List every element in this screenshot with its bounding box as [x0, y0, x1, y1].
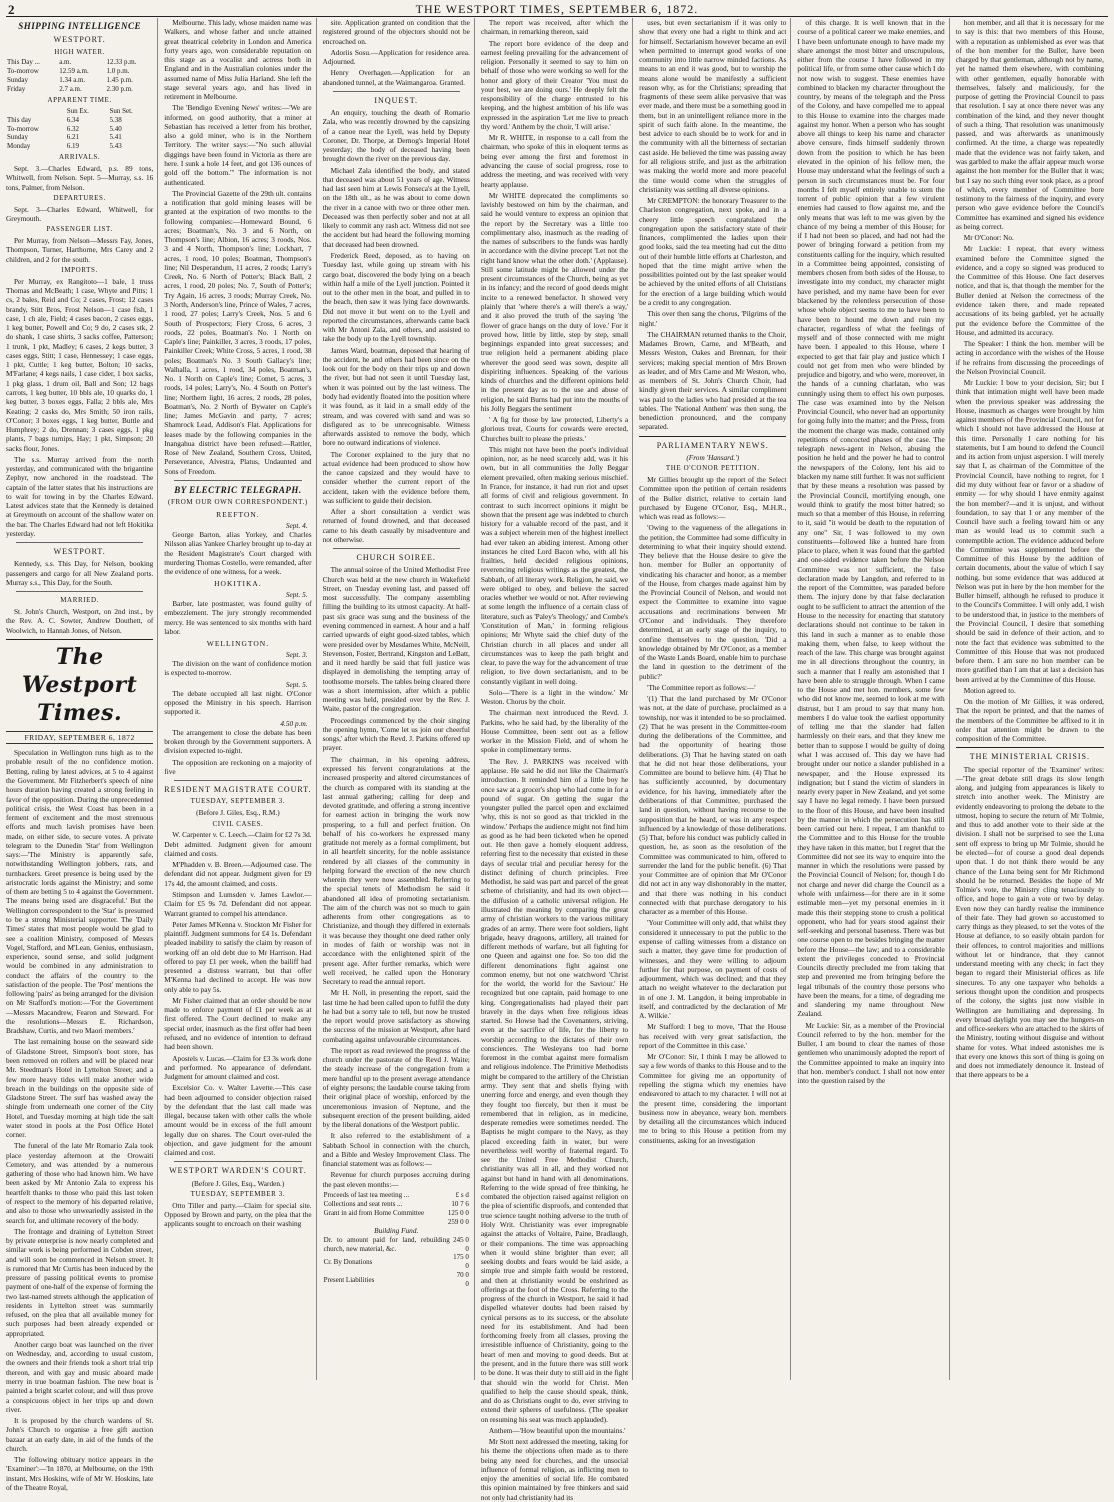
paragraph: 'The Committee report as follows:—' [647, 682, 756, 692]
table-cell: 10 7 6 [451, 1199, 469, 1208]
married-heading: MARRIED. [60, 596, 100, 605]
oconor-speech [797, 18, 944, 1086]
paragraph: Mr Luckie: I repeat, that every witness examined before the Committee signed the evidence, and a copy so signed was produced to the Committee of this House. One fact deserves notice, and that is, that though the member for the Buller denied at Nelson the correctness of the evidence taken there, and made repeated accusations of its being garbled, yet he actually put the evidence before the Committee of the House, and admitted its accuracy. [955, 244, 1104, 337]
paragraph: An enquiry, touching the death of Romario Zala, who was recently drowned by the capsizing of a canoe near the Lyell, was held by Deputy Coroner, Dr. Thorpe, at Dernog's Imperial Hotel yesterday; the body of deceased having been brought down the river on the previous day. [322, 108, 470, 164]
table-cell: Proceeds of last tea meeting ... [323, 1190, 410, 1199]
table-cell: To-morrow [7, 67, 39, 76]
divider [333, 548, 460, 549]
paragraph: Proceedings commenced by the choir singing the opening hymn, 'Come let us join our cheerful songs,' after which the Revd. J. Parkins offered up prayer. [322, 715, 470, 753]
paragraph: Mr Fisher claimed that an order should be now made to enforce payment of £1 per week as at first offered. The Court declined to make any special order, inasmuch as the first offer had been refused, and no evidence of intention to defraud had been shown. [164, 995, 312, 1052]
table-cell: Sunday [7, 76, 28, 85]
paragraph: The Provincial Gazette of the 29th ult. contains a notification that gold mining leases will be granted at the expiration of two months to the following companies:—Homeward Bound, 6 acres; Boatman's, No. 3 and 6 North, on Thompson's line; Albion, 16 acres; 3 roods, Nos. 3 and 4 North, Thompson's line; Lockhart, 7 acres, 1 rood, 10 poles; Boatman, Thompson's line; Nil Desperandum, 11 acres, 2 roods; Larry's Creek, No. 6 North of Potter's; Black Ball, 2 acres, 1 rood, 20 poles; No. 7, South of Potter's; Try Again, 16 acres, 3 roods; Murray Creek, No. 3 North, Anderson's line, Prince of Wales, 7 acres, 1 rood, 27 poles; Larry's Creek, Nos. 5 and 6 South of Prospectors; Fiery Cross, 6 acres, 3 roods, 22 poles, Boatman's No. 1 North on Caple's line; Painkiller, 3 acres, 3 roods, 17 poles, Painkiller Creek; White Cross, 5 acres, 1 rood, 38 poles; Boatman's No. 3 South Gallacy's line; Walhalla, 1 acres, 1 rood, 34 poles, Boatman's, No. 1 North on Caple's line; Comet, 5 acres, 3 roods, 14 poles; Larry's, No. 4 South on Potter's line; Northern light, 16 acres, 2 roods, 28 poles, Boatman's, No. 2 North of Bywater on Caple's line; James McGavin and party, 7 acres; Shamrock Lead, Addison's Flat. Applications for leases made by the following companies in the Inangahua district have been refused:—Rattler, Rose of New Zealand, Southern Cross, United, Perseverance, Alvestra, Platus, Undaunted and Sons of Freedom. [164, 188, 312, 476]
rm-court-before: (Before J. Giles, Esq., R.M.) [196, 808, 280, 818]
high-water-table [6, 58, 153, 94]
paragraph: James Ward, boatman, deposed that hearing of the accident, he and others had been since on the look out for the body on their trips up and down the river, but had not seen it until Tuesday last, when it was pointed out by the last witness. The body had evidently floated into the position where it was found, as it laid in a small eddy of the stream, and was covered with sand and was so disfigured as to be unrecognisable. Witness afterwards assisted to remove the body, which bore no outward indications of violence. [322, 345, 470, 448]
warden-text: Otto Tiller and party.—Claim for special site. Opposed by Brown and party, on the plea that the applicants sought to encroach on their washing [164, 1200, 312, 1229]
telegraph-subheading: (FROM OUR OWN CORRESPONDENT.) [168, 498, 308, 507]
divider [174, 1161, 301, 1162]
wellington-date-1: Sept. 3. [285, 649, 308, 659]
column-3 [323, 18, 475, 1380]
divider [333, 91, 460, 92]
wellington-text-3: The arrangement to close the debate has been broken through by the Government supporters. A division expected to-night. [164, 727, 312, 756]
table-cell: Friday [7, 85, 26, 94]
table-cell: 175 0 0 [453, 1253, 469, 1271]
editorial [6, 748, 153, 1492]
wellington-heading: WELLINGTON. [206, 639, 270, 649]
column-6 [797, 18, 949, 1380]
arrivals-text: Sept. 3.—Charles Edward, p.s. 89 tons, Whitwell, from Nelson. Sept. 5—Murray, s.s. 16 tons, Palmer, from Nelson. [6, 164, 154, 192]
luckie-speech [956, 18, 1104, 743]
table-cell: This day [7, 115, 32, 124]
divider [16, 542, 143, 543]
married-text: St. John's Church, Westport, on 2nd inst., by the Rev. A. C. Sowter, Andrew Douthett, of Woolwich, to Hannah Jones, of Nelson. [6, 607, 154, 635]
table-cell: 245 0 0 [453, 1235, 469, 1253]
paragraph: Adoriis Sosu.—Application for residence area. Adjourned. [322, 47, 470, 67]
paragraph: Excelsior Co. v. Walter Lavette.—This case had been adjourned to consider objection raised by the defendant that the last call made was illegal, because taken with other calls the whole amount would be in excess of the full amount legally due on shares. The Court over-ruled the objection, and gave judgment for the amount claimed and cost. [164, 1083, 312, 1158]
soiree-heading: CHURCH SOIREE. [356, 553, 436, 563]
paragraph: Peter James M'Kenna v. Stockton Mr Fisher for plaintiff. Judgment summons for £4 1s. Defendant pleaded inability to satisfy the claim by reason of working off an old debt due to Mr Harrison. Had offered to pay £1 per week, when the bailiff had presented a distress warrant, but that offer M'Kenna had declined to accept. He was now only able to pay 5s. [164, 919, 312, 994]
warden-continued [323, 18, 470, 87]
paragraph: The last remaining house on the seaward side of Gladstone Street, Simpson's boot store, has been removed on rollers and will be placed near Mr. Steedman's Hotel in Lyttelton Street; and a few more heavy tides will make another wide breach in the buildings on the opposite side of Gladstone Street. The surf has washed away the shingle from underneath one corner of the City Hotel, and Tuesday morning at high tide the salt water stood in pools at the Post Office Hotel corner. [6, 1037, 154, 1140]
crisis-paragraphs [956, 765, 1104, 1080]
wellington-text-4: The opposition are reckoning on a majority of five [164, 757, 312, 776]
paragraph: Mr O'Conor: No. [963, 233, 1014, 243]
table-cell: 125 0 0 [447, 1208, 469, 1217]
divider [16, 591, 143, 592]
paragraph: Henry Overhagen.—Application for an abandoned tunnel, at the Waimangaroa. Granted. [322, 68, 470, 87]
table-cell: 1.45 p.m. [106, 76, 133, 85]
table-cell: This Day ... [7, 58, 40, 67]
paragraph: Revenue for church purposes accruing during the past eleven months:— [322, 1170, 470, 1189]
paragraph: 'Your Committee will only add, that whilst they considered it unnecessary to put the public to the expense of calling witnesses from a distance on such a matter, they gave time for production of witnesses, and they were willing to adjourn further for that purpose, on payment of costs of adjournment, which was declined; and that they attach no weight whatever to the declaration put in of one J. M. Langdon, it being improbable in itself, and contradicted by the declaration of Mr A. Wilkie.' [639, 918, 787, 1021]
crisis-heading: THE MINISTERIAL CRISIS. [969, 752, 1090, 762]
reefton-heading: REEFTON. [216, 510, 260, 520]
wellington-text-1: The division on the want of confidence motion is expected to-morrow. [164, 659, 312, 678]
inquest-heading: INQUEST. [374, 95, 419, 105]
table-row [323, 1209, 470, 1218]
paragraph: The chairman, in his opening address, expressed his fervent congratulations at the increased prosperity and altered circumstances of the church as compared with its standing at the last annual gathering; calling for deep and devoted gratitude, and offering a strong incentive for earnest action in bringing the work now prospering, to a full and perfect fruition. On behalf of his co-workers he expressed many gratitude not merely as a formal compliment, but in all heartfelt sincerity, for the noble assistance rendered by all classes of the community in helping forward the erection of the new church wherein they were now assembled. Referring to the special tenets of Methodism he said it abandoned all idea of promoting sectarianism. The aim of the church was not so much to gain adherents from other congregations as to Christianize, and though they differed in externals it was because they thought one deed rather only in modes of faith or worship was not in accordance with the enlightened spirit of the present age. After further remarks, which were well received, he called upon the Honorary Secretary to read the annual report. [322, 754, 470, 987]
paragraph: Speculation in Wellington runs high as to the probable result of the no confidence motion. Betting, ruling by latest advices, at 5 to 4 against the Government. Mr Fitzherbert's speech of nine hours duration having created a strong feeling in favor of the opposition. During the unprecedented political crisis, the West Coast has been in a ferment of excitement and the most strenuous efforts and much lavish promises have been made, on either side, to secure votes. A private telegram to the Dunedin 'Star' from Wellington says:—'The Ministry is apparently safe, notwithstanding Wellington jobbers, rats, and turnbackers. Greet presence is being used by the aristocratic lords against the Ministry; and some of them are betting 5 to 4 against the Government. The means being used are disgraceful.' But the Wellington correspondent to the 'Star' is presumed to be a strong Ministerial supporter. The 'Daily Times' states that most people would be glad to see a coalition Ministry, composed of Messrs Vogel, Stafford, and M'Lean. Genius, enthusiasm, experience, sound sense, and solid judgment would be combined in any administration to conduct the affairs of the country to the satisfaction of the people. The 'Post' mentions the following 'pairs' as being arranged for the division on Mr Stafford's motion:—'For the Government—Messrs Macandrew, Fearon and Steward. For the resolutions—Messrs E. Richardson, Bradshaw, Curtis, and two Maori members.' [6, 748, 154, 1036]
table-cell: 1.34 a.m. [59, 76, 86, 85]
column-2 [164, 18, 316, 1380]
paragraph: The frontage and draining of Lyttelton Street by private enterprise is now nearly completed and similar work is being performed in Cobden street, and will soon be commenced in Nelson street. It is rumored that Mr Curtis has been induced by the pressure of passing political events to promise payment of one-half of the expense of forming the two last-named streets although the application of residents in Lyttelton street was summarily refused, on the plea that all available money for such purposes had been already expended or appropriated. [6, 1226, 154, 1338]
building-fund-table [323, 1236, 470, 1289]
building-fund-heading: Building Fund. [374, 1226, 419, 1236]
page-header [6, 2, 1108, 17]
paragraph: The report was received, after which the chairman, in remarking thereon, said [480, 18, 629, 37]
table-cell: Cr. By Donations [323, 1257, 373, 1266]
paragraph: hon member, and all that it is necessary for me to say is this: that two members of this House, with a reputation as unblemished as ever was that of the hon member for the Buller, have been charged by that gentleman, although not by name, yet he named them elsewhere, with combining with other gentlemen, equally honorable with themselves, falsely and maliciously, for the purpose of getting the Provincial Council to pass that resolution. I say at once there never was any combination of the kind, and they never thought of such a thing. That resolution was unanimously passed, and was afterwards as unanimously confirmed. At the time, a charge was repeatedly made that the evidence was not fairly taken, and was garbled to make the affair appear much worse against the hon member for the Buller that it was; but I say no such thing ever took place, as a proof of which, every member of Committee bore testimony to the fairness of the inquiry, and every person who gave evidence before the Council's Committee has examined and signed his evidence as being correct. [955, 18, 1104, 231]
paragraph: The Coroner explained to the jury that no actual evidence had been produced to show how the canoe capsized and they would have to consider whether the current report of the accident, taken with the evidence before them, was sufficient to guide their decision. [322, 449, 470, 505]
rm-civil-cases: CIVIL CASES. [212, 819, 264, 828]
paragraph: 'Owing to the vagueness of the allegations in the petition, the Committee had some difficulty in determining to what their inquiry should extend. They believe that the House desire to give the hon. member for Buller an opportunity of vindicating his character and honor, as a member of the House, from charges made against him by the Provincial Council of Nelson, and would not expect the Committee to examine into vague accusations and recriminations between Mr O'Conor and individuals. They therefore determined, at an early stage of the inquiry, to confine themselves to the question, 'Did a knowledge obtained by Mr O'Conor, as a member of the Waste Lands Board, enable him to purchase the land in question to the detriment of the public?' [639, 523, 787, 681]
paragraph: Apostels v. Lucas.—Claim for £3 3s work done and performed. No appearance of defendant. Judgment for amount claimed and cost. [164, 1053, 312, 1082]
paragraph: After a short consultation a verdict was returned of found drowned, and that deceased came to his death casually by misadventure and not otherwise. [322, 507, 470, 544]
divider [174, 480, 301, 481]
westport-heading-2: WESTPORT. [53, 547, 106, 557]
paragraph: Mr H. Noll, in presenting the report, said the last time he had been called upon to fulfil the duty he had but a sorry tale to tell, but now he trusted the report would prove satisfactory as showing the success of the mission at Westport, after hard combating against unfavourable circumstances. [322, 988, 470, 1044]
table-cell: Dr. to amount paid for land, rebuilding church, new material, &c. [323, 1235, 450, 1253]
table-row [323, 1200, 470, 1209]
parliamentary-subheading: (From 'Hansard.') [686, 452, 740, 462]
imports-heading: IMPORTS. [61, 265, 98, 274]
table-header-row [6, 107, 153, 116]
table-cell: Monday [7, 142, 31, 151]
paragraph: The report as read reviewed the progress of the church under the pastorate of the Revd J. Waite; the steady increase of the congregation from a mere handful up to the present average attendance of eighty persons; the laudable course taking from their original place of worship, enforced by the unceremonious invasion of Neptune, and the subsequent erection of the present building, aided by the liberal donations of the Westport public. [322, 1045, 470, 1130]
paragraph: site. Application granted on condition that the registered ground of the objectors should not be encroached on. [322, 18, 470, 46]
divider [639, 436, 786, 437]
table-cell [6, 107, 66, 116]
table-row [323, 1236, 470, 1254]
paragraph: of this charge. It is well known that in the course of a political career we make enemies, and I have been unfortunate enough to have made my share amongst the most bitter and unscrupulous, either from the course I have followed in my political life, or from some other cause which I do not now wish to suggest. These enemies have combined to blacken my character throughout the country, by means of the telegraph and the Press of the Colony, and have compelled me to appeal to this House to examine into the charges made against my honor. When a person who has sought above all things to keep his name and character above censure, finds himself suddenly thrown down from the position to which he has been elevated in the opinion of his fellow men, the House may understand what the feelings of such a person in such circumstances must be. For four months I felt myself entirely unable to stem the torrent of public opinion that a few virulent enemies had caused to flow against me, and the only means that was left to me was given by the chance of my being a member of this House; for if I had not been so placed, and had not had the power of bringing forward a petition from my constituents calling for the inquiry, which resulted in a Committee being appointed, consisting of members chosen from both sides of the House, to investigate into my conduct, my character might have perished, and my name have been for ever blackened by the relentless persecution of those whose whole object seems to me to have been to have been to hound me down and ruin my character, regardless of what the feelings of myself and of those connected with me might have been. I appealed to this House, where I expected to get that fair play and justice which I could not get from men who were blinded by prejudice and bigotry, and who were, moreover, in the hands of a cunning charlatan, who was cunningly using them to effect his own purposes. The case was examined into by the Nelson Provincial Council, who never had an opportunity for going fully into the matter; and the Press, from the moment the charge was made, contained only repetitions of concocted phases of the case. The telegraph news-agent in Nelson, abusing the position he held and the power he had to control the newspapers of the Colony, lent his aid to blacken my name still further. It was not sufficient that by these means a resolution was passed by the Provincial Council, mortifying enough, one would think to gratify the most bitter hatred; so much so that a member of this House, in referring to it, said "it would be death to the reputation of any one" Sir, I was followed to my own constituents—followed like a hunted hare from place to place, when it was found that the garbled and one-sided evidence taken before the Nelson Committee was not sufficient, the false declaration made by Langdon, and referred to in the report of the Committee, was paraded before them. The injury done by that false declaration ought to be sufficient to attract the attention of the House to the necessity for enacting that statutory declarations should not continue to be taken in this land in such a manner as to enable those making them, when false, to keep without the reach of the law. This charge was brought against me in all directions throughout the country, in such a manner that I really am astonished that I have been able to struggle through. When I came to the House and met hon. members, some few who did not know me, seemed to look at me with distrust, but I am proud to say that many hon. members I do value took the earliest opportunity of telling me that the slander had fallen harmlessly on their ears, and that they knew me better than to suppose I would be guilty of doing what I was accused of. This day we have had brought under our notice a slander published in a newspaper, and the House expressed its indignation; but I stand the victim of slanders in nearly every paper in New Zealand, and yet some say I have no legal remedy. I have been pursued to the floor of this House, and have been insulted by the manner in which the persecution has still been carried out here. I repeat, I am thankful to the Committee and to this House for the trouble they have taken in this matter, but I regret that the Committee did not see its way to enquire into the manner in which the resolutions were passed by the Provincial Council of Nelson; for, though I do not charge and never did charge the Council as a whole with unfairness—for there are in it some estimable men—yet my personal enemies in it made this their stepping stone to crush a political opponent, who had for years stood against their self-seeking and personal baseness. There was but one course open to me besides bringing the matter before the House—the law; and to a considerable extent the privileges conceded to Provincial Councils directly precluded me from taking that step and prevented me from bringing before the legal tribunals of the country those persons who have been the means, for a time, of degrading me and slandering my name throughout New Zealand. [797, 18, 945, 1019]
reefton-text: George Barton, alias Yorkey, and Charles Nilsson alias Yankee Charley brought up to-day at the Resident Magistrate's Court charged with murdering Thomas Costello, were remanded, after the evidence of one witness, for a week. [164, 530, 312, 577]
paragraph: Another cargo boat was launched on the river on Wednesday, and, according to usual custom, the owners and their friends took a short trial trip thereon, and with gay and music aboard made merry in true boatman fashion. The new boat is painted a bright scarlet colour, and will thus prove a conspicuous object in her trips up and down river. [6, 1339, 154, 1414]
petition-heading: THE O'CONOR PETITION. [665, 464, 760, 473]
departures-heading: DEPARTURES. [53, 193, 106, 202]
hokitika-text: Barber, late postmaster, was found guilty of embezzlement. The jury strongly recommended mercy. He was sentenced to six months with hard labor. [164, 599, 312, 636]
table-cell: 259 0 0 [447, 1217, 469, 1226]
paragraph: The chairman next introduced the Revd. J. Parkins, who he said had, by the liberality of the House Committee, been sent out as a fellow worker in the Mission Field, and of whom he spoke in complimentary terms. [480, 708, 629, 755]
column-7 [956, 18, 1108, 1380]
paragraph: This over then sang the chorus, 'Pilgrims of the night.' [639, 309, 787, 328]
paragraph: Mr CREMPTON: the honorary Treasurer to the Charleston congregation, next spoke, and in a cheery little speech congratulated the congregation upon the satisfactory state of their finances, complimented the ladies upon their good looks, said the tea meeting had cut the ditto out of their humble little efforts at Charleston, and hoped that the time might arrive when the possibilities pointed out by the last speaker would be achieved by the united efforts of all Christians for the erection of a large building which would be a credit to any congregation. [639, 196, 787, 307]
reefton-date: Sept. 4. [285, 520, 308, 530]
table-cell: Grant in aid from Home Committee [323, 1208, 425, 1217]
table-cell: Collections and seat rents ... [323, 1199, 403, 1208]
paragraph: Mr O'Conor: Sir, I think I may be allowed to say a few words of thanks to this House and to the Committee for giving me an opportunity of repelling the stigma which my enemies have endeavored to attach to my character. I will not at the present time, considering the important business now in abeyance, weary hon. members by detailing all the circumstances which induced me to bring to this House a petition from my constituents, asking for an investigation [639, 1052, 787, 1145]
table-cell: 6.34 [66, 115, 79, 124]
table-row [6, 116, 153, 125]
table-cell: 12.59 a.m. [59, 67, 89, 76]
wellington-text-2: The debate occupied all last night. O'Conor opposed the Ministry in his speech. Harrison supported it. [164, 688, 312, 717]
column-5 [639, 18, 791, 1380]
telegraph-heading: BY ELECTRIC TELEGRAPH. [174, 485, 302, 496]
table-cell: 70 0 0 [456, 1271, 469, 1289]
paragraph: Mr WHITE deprecated the compliments so lavishly bestowed on him by the chairman, and said he would venture to express an opinion that the report by the Secretary was a little too complimentary also, inasmuch as the reading of the names of subscribers to the funds was hardly in accordance with the divine precept 'Let not the right hand know what the other doth.' (Applause). Still some latitude might be allowed under the present circumstances of the Church, being as yet in its infancy; and the record of good deeds might incite to a renewed benefactor. It showed very plainly that 'where there's a will there's a way,' and it also proved the truth of the saying 'the flower of grace hangs on the duty of love.' For it proved how, little by little, step by step, small beginnings expanded into great successes; and true religion held a permanent abiding place wherever the good seed was sown, despite all dispiriting influences. Speaking of the various kinds of churches and the different opinions held in the present day as to the use and abuse of religion, he said Burns had put into the mouths of his Jolly Beggars the sentiment [480, 190, 629, 413]
departures-text: Sept. 3—Charles Edward, Whitwell, for Greymouth. [6, 204, 154, 224]
paragraph: It also referred to the establishment of a Sabbath School in connection with the church, and a Bible and Wesley Improvement Class. The financial statement was as follows:— [322, 1131, 470, 1169]
paragraph: The CHAIRMAN returned thanks to the Choir, Madames Brown, Carne, and M'Beath, and Messrs Weston, Oakes and Brennan, for their services; making special mention of Mrs Brown as leader, and of Mrs Carne and Mr Weston, who, as members of St. John's Church Choir, had kindly given their services. A similar compliment was paid to the ladies who had presided at the tea tables. The 'National Anthem' was then sung, the benediction pronounced, and the company separated. [639, 329, 787, 432]
columns [6, 18, 1108, 1502]
soiree-conclusion [639, 18, 786, 432]
paragraph: Mr Gillies brought up the report of the Select Committee upon the petition of certain residents of the Buller district, relative to certain land purchased by Eugene O'Conor, Esq., M.H.R., which was read as follows:— [639, 474, 787, 522]
table-cell [323, 1218, 443, 1227]
paragraph: W. Carpenter v. C. Leech.—Claim for £2 7s 3d. Debt admitted. Judgment given for amount claimed and costs. [164, 830, 312, 858]
table-row [323, 1271, 470, 1289]
column-1 [6, 18, 158, 1492]
table-cell: 12.33 p.m. [106, 58, 137, 67]
table-cell: 5.38 [109, 115, 122, 124]
paragraph: Frederick Reed, deposed, as to having on Tuesday last, while going up stream with his cargo boat, discovered the body lying on a beach within half a mile of the Lyell junction. Pointed it out to the other men in the boat, and pulled in to the beach, then saw it was lying face downwards. Did not move it but went on to the Lyell and reported the circumstances, afterwards came back with Mr Antoni Zala, and others, and assisted to take the body up to the Lyell township. [322, 251, 470, 344]
paragraph: ' A fig for those by law protected, Liberty's a glorious treat, Courts for cowards were erected, Churches built to please the priests.' [480, 415, 629, 443]
table-cell: 6.19 [66, 142, 79, 151]
arrivals-heading: ARRIVALS. [59, 153, 101, 162]
dateline: FRIDAY, SEPTEMBER 6, 1872 [6, 731, 153, 745]
table-row [6, 67, 153, 76]
parliamentary-paragraphs [639, 475, 786, 1145]
table-cell: Present Liabilities [323, 1275, 375, 1284]
hokitika-heading: HOKITIKA. [214, 579, 262, 589]
paragraph: The annual soiree of the United Methodist Free Church was held at the new church in Wakefield Street, on Tuesday evening last, and passed off most successfully. The company assembling filling the building to its utmost capacity. At half-past six grace was sung and the business of the evening commenced in earnest. A hour and a half carried upwards of eight good-sized tables, which were presided over by Mesdames White, McNeill, Stevenson, Foster, Bertrand, Kingston and LeBatt, and it need hardly be said that full justice was displayed in demolishing the tempting array of toothsome morsels. The tables being cleared there was a short intermission, after which a public meeting was held, presided over by the Rev. J. Waite, pastor of the congregation. [322, 565, 470, 714]
paragraph: The funeral of the late Mr Romario Zala took place yesterday afternoon at the Orowaiti Cemetery, and was attended by a numerous gathering of those who had known him. We have been asked by Mr Antonio Zala to express his heartfelt thanks to those who paid this last token of respect to the memory of his departed relative, and also to those who unweariedly assisted in the search for, and ultimate recovery of the body. [6, 1141, 154, 1225]
paragraph: The Rev. J. PARKINS was received with applause. He said he did not like the Chairman's introduction. It reminded him of a little boy he once saw at a grocer's shop who had come in for a pound of sugar. On getting the sugar the youngster pulled the parcel open and exclaimed 'why, this is not so good as that trickled in the window.' Perhaps the audience might not find him as good as he had been ticketed when he opened out. He then gave a homely eloquent address, referring first to the necessity that existed in these days of secular trial and peculiar heresy for the distinct defining of church principles. Free Methodist, he said was part and parcel of the great scheme of christianity, and had its own object—the diffusion of a catholic universal religion. He illustrated the meaning by comparing the great army of christian workers to the various military grades of an army. There were foot soldiers, light brigade, heavy dragoons, artillery, all trained for different methods of warfare, but all fighting for one Queen and against one foe. So too did the different denominations fight against one common enemy, but not one watchword 'Christ for the world, the world for the Saviour.' He recognized but one captain, paid homage to one king. Congregationalists had played their part bravely in the days when free religious ideas started. So Howse had the Covenanters, striving, even at the sacrifice of life, for the liberty to worship according to the dictates of their own consciences. The Wesleyans too had borne foremost in the combat against mere formalism and religious indolence. The Primitive Methodists might be compared to the artillery of the Christian army. They sent that and shells flying with unerring force and energy, and even though they they fought too fiercely, but then it must be remembered that in religion, as in medicine, desperate remedies were sometimes needed. The Baptists he might compare to the Navy, as they placed exceeding faith in water, but were nevertheless well worthy of fraternal regard. To see the United Free Methodist Church, christianity was all in all, and they worked not against but hand in hand with all denominations. Referring to the wide spread of free thinking, he combated the objection raised against religion on the plea of scientific disproofs, and contended that true science taught nothing adverse to the truth of Holy Writ. Christianity was ever impregnable against the attacks of Voltaire, Paine, Bradlaugh, or their companions. The time was approaching when it would shine brighter than ever; all seeking doubts and fears would be laid aside, a simple true and simple faith would be restored, and then at christianity would be enshrined as offerings at the foot of the Cross. Referring to the progress of the church in Westport, he said it had dispelled whatever doubts had been raised by cynical persons as to its success, or the absolute need for its establishment. And had been forthcoming freely from all classes, proving the irresistible influence of Christianity, going to the heart of men and moving to good deeds. But at the present, and in the future there was still work to be done. It was their duty to still aid in the fight that should win the world for Christ. Men qualified to help the cause should speak, think, and do as Christians ought to do, ever striving to extend their spheres of usefulness. (The speaker on resuming his seat was much applauded). [480, 756, 629, 1424]
table-row [6, 133, 153, 142]
paragraph: Mr Stafford: I beg to move, 'That the House has received with very great satisfaction, the report of the Committee in this case.' [639, 1022, 787, 1050]
warden-court-heading: WESTPORT WARDEN'S COURT. [169, 1166, 307, 1176]
paragraph: The report bore evidence of the deep and earnest feeling prevailing for the advancement of religion. Personally it seemed to say to him on behalf of those who were working so well for the honor and glory of their Creator 'You must do your best, we are doing ours.' He deeply felt the responsibility of the charge entrusted to his keeping, and the highest ambition of his life was expressed in the aspiration 'Let me live to preach thy word.' Anthem by the choir, 'I will arise.' [480, 38, 629, 131]
port-heading: WESTPORT. [53, 35, 106, 45]
soiree-paragraphs [323, 565, 470, 1189]
high-water-heading: HIGH WATER. [54, 47, 106, 56]
column-header: Sun Ex. [66, 106, 89, 115]
table-row [323, 1218, 470, 1227]
table-row [323, 1253, 470, 1271]
paragraph: The 'Bendigo Evening News' writes:—'We are informed, on good authority, that a miner at Sebastian has received a letter from his brother, also a gold miner, who is in the Northern Territory. The writer says:—"No such alluvial diggings have been found in Victoria as there are here. I sunk a hole 14 feet, and got 136 ounces of gold off the bottom."' The information is not authenticated. [164, 103, 312, 187]
parliamentary-heading: PARLIAMENTARY NEWS. [656, 440, 769, 450]
table-row [6, 58, 153, 67]
rm-court-heading: RESIDENT MAGISTRATE COURT. [164, 785, 312, 795]
paragraph: Solo—'There is a light in the window.' Mr Weston. Chorus by the choir. [480, 687, 629, 707]
divider [956, 747, 1104, 748]
imports-text: Per Murray, ex Rangitoto—1 bale, 1 truss Thomas and McBeath; 1 case, Whyte and Pitts; 1 cs, 2 bales, Reid and Co; 2 cases, Frost; 12 cases brandy, Stitt Bros, Frost Nelson—1 case fish, 1 case, 1 ch ale, Field; 4 cases bacon, 2 cases eggs, 1 keg butter, Powell and Co; 9 do, 2 cases stk, 2 do shank, 1 case shirts, 3 sacks coffee, Patterson; 1 trunk, 1 pkt, Madley; 6 cases, 2 kegs butter, 3 cases eggs, Stitt; 1 case, Hennessey; 1 case eggs, 1 pkt, Cuttle; 1 keg butter, Bolton; 10 sacks, M'Farlane; 4 kegs nails, 1 case cider, 1 box sacks, 1 pkg glass, 1 drum oil, Ball and Son; 12 bags carrots, 1 keg butter, 10 bbls ale, 10 quarks do, 1 keg butter, 3 boxes eggs, Falla; 2 bbls ale, Mrs Keating; 2 casks do, Mrs Smith; 50 iron rails, O'Conor; 3 boxes eggs, 1 keg butter, Buttle and Humphrey; 2 do, Drennan; 3 cases eggs, 1 pkg plants, 7 bags turnips, Hay; 1 pkt, Simpson; 20 sacks flour, Jones. [6, 276, 154, 453]
table-cell: 5.41 [109, 133, 122, 142]
paragraph: Mr Stott next addressed the meeting, taking for his theme the objections often made as to there being any need for churches, and the unsocial influence of formal religion, as inflicting men to enjoy the amenities of social life. He combated this opinion maintained by free thinkers and said not only had christianity had its [480, 1437, 629, 1502]
apparent-time-heading: APPARENT TIME. [47, 95, 112, 104]
rm-court-date: TUESDAY, SEPTEMBER 3. [190, 797, 286, 806]
shipping-news: The s.s. Murray arrived from the north yesterday, and communicated with the brigantine Zephyr, now anchored in the roadstead. The captain of the latter states that his instructions are to wait for towing in by the Charles Edward. Latest advices state that the Kennedy is detained at Greymouth on account of the shallow water on the bar. The Charles Edward had not left Hokitika yesterday. [6, 454, 154, 538]
divider [6, 639, 153, 640]
paragraph: Motion agreed to. [963, 685, 1016, 695]
revenue-table [323, 1191, 470, 1227]
table-row [6, 76, 153, 85]
inquest-paragraphs [323, 108, 470, 544]
column-4 [480, 18, 633, 1502]
paragraph: Mr Luckie: Sir, as a member of the Provincial Council referred to by the hon. member for the Buller, I am bound to clear the names of those gentlemen who unanimously adopted the report of the Committee appointed to make an inquiry into that hon. member's conduct. I shall not now enter into the question raised by the [797, 1020, 945, 1086]
divider [174, 780, 301, 781]
table-row [6, 142, 153, 151]
paragraph: Anthem—'How beautiful upon the mountains.' [488, 1425, 626, 1435]
column-header: Sun Set. [109, 106, 133, 115]
table-row [323, 1191, 470, 1200]
table-row [6, 125, 153, 134]
table-row [6, 85, 153, 94]
paragraph: Mr R. WHITE, in response to a call from the chairman, who spoke of this in eloquent terms as being ever among the first and foremost in advancing the cause of social progress, rose to address the meeting, and was received with very hearty applause. [480, 133, 629, 189]
paragraph: Melbourne. This lady, whose maiden name was Walkers, and whose father and uncle attained great theatrical celebrity in London and America forty years ago, won considerable reputation on this stage as a vocalist and actress both in England and in the Australian colonies under the assumed name of Miss Julia Harland. She left the stage several years ago, and has lived in retirement in Melbourne. [164, 18, 312, 102]
paragraph: The special reporter of the 'Examiner' writes:—'The great debate still drags its slow length along, and judging from appearances is likely to stretch into another week. The Ministry are evidently endeavoring to prolong the debate to the utmost, hoping to secure the return of Mr Tolmie, and thus to add another vote to their side at the division. I shall not be surprised to see the Luna sent off express to bring up Mr Tolmie, should he be elected—for of course a good deal depends upon that. I do not think there would be any chance of the Luna being sent for Mr Richmond should he be returned. Besides the hope of Mr Tolmie's vote, the Ministry cling tenaciously to office, and hope to gain a vote or two by delay. Even now they can hardly realise the imminence of their fate. They had grown so accustomed to carry things as they pleased, to set the votes of the House at defiance, to so easily obtain pardon for their offences, to control majorities and millions without let or hindrance, that they cannot understand meeting with any check; in fact they began to regard their Ministerial offices as life sinecures. To any one taxpayer who beholds a serious thought upon the condition and prospects of the colony, the sights just now visible in Wellington are humiliating and depressing. In every broad daylight you may see the hungers-on and office-seekers who are attached to the skirts of the Ministry, touting without disguise and without shame for votes. What indeed astonishes me is that every one knows this sort of thing is going on and does not immediately denounce it. Instead of that there appears to be a [955, 764, 1104, 1080]
table-cell: a.m. [59, 58, 72, 67]
paragraph: M'Phadden v. B. Breen.—Adjourned case. The defendant did not appear. Judgment given for £9 17s 4d, the amount claimed, and costs. [164, 860, 312, 888]
table-cell: 2.7 a.m. [59, 85, 82, 94]
page-number: 2 [8, 2, 15, 17]
table-cell: Sunday [7, 133, 28, 142]
apparent-time-table [6, 107, 153, 151]
warden-date: TUESDAY, SEPTEMBER 3. [190, 1189, 286, 1198]
warden-before: (Before J. Giles, Esq., Warden.) [191, 1178, 285, 1188]
paragraph: Michael Zala identified the body, and stated that deceased was about 51 years of age. Witness had last seen him at Lewis Fonseca's at the Lyell, on the 18th ult., as he was about to come down the river in a canoe with two or three other men. Deceased was then perfectly sober and not at all likely to commit any rash act. Witness did not see the accident but had heard the following morning that deceased had been drowned. [322, 165, 470, 249]
paragraph: Stimpson and Lumsden v. James Lawlor.—Claim for £5 9s 7d. Defendant did not appear. Warrant granted to compel his attendance. [164, 890, 312, 918]
newspaper-nameplate: The Westport Times. [22, 643, 138, 726]
wellington-date-2: Sept. 5. [285, 679, 308, 689]
table-cell: To-morrow [7, 124, 39, 133]
paragraph: '(1) That the land purchased by Mr O'Conor was not, at the date of purchase, proclaimed as a township, nor was it intended to be so proclaimed. (2) That he was present in the Committee-room during the deliberations of the Committee, and had the opportunity of hearing those deliberations. (3) That he having stated on oath that he did not hear those deliberations, your Committee are bound to believe him. (4) That he has sufficiently accounted, by documentary evidence, for his having, immediately after the deliberations of that Committee, purchased the land in question, without having recourse to the supposition that he heard, or was in any respect influenced by a knowledge of those deliberations. (5) That, before his conduct was publicly called in question, he, as soon as the resolution of the Committee was communicated to him, offered to surrender the land for the public benefit. (6) That your Committee are of opinion that Mr O'Conor did not act in any way dishonorably in the matter, and that there was nothing in his conduct connected with that purchase derogatory to his character as a member of this House. [639, 694, 787, 917]
paragraph: The Speaker: I think the hon. member will be acting in accordance with the wishes of the House if he refrains from discussing the proceedings of the Nelson Provincial Council. [955, 339, 1104, 376]
paragraph: It is proposed by the church wardens of St. John's Church to organise a free gift auction bazaar at an early date, in aid of the funds of the church. [6, 1416, 154, 1453]
kennedy-notice: Kennedy, s.s. This Day, for Nelson, booking passengers and cargo for all New Zealand ports. Murray s.s., This Day, for the South. [6, 559, 154, 587]
passenger-text: Per Murray, from Nelson—Messrs Fay, Jones, Thompson, Turner, Harthorne, Mrs Carey and 2 children, and 2 for the south. [6, 236, 154, 264]
paragraph: uses, but even sectarianism if it was only to show that every one had a right to think and act for himself. Sectarianism however became an evil when permitted to interrupt good works of one community into little narrow minded factions. As means to an end it was good, but to worship the means alone would be manifestly a sufficient reason why, as for the Christians; spreading that fragments of these seem alike pervasive that was ever made, and there must be a something good in them, but in an unintelligent reliance more in the spirit of such faith alone. In the meantime, the best advice to each should be to work for and in the community with all the bitterness of sectarian cast aside. He believed the time was passing away for all religious strife, and just as the arbitration was making the world more and more peaceful the time would come when the struggles of christianity was settling all diverse opinions. [639, 18, 787, 194]
hokitika-date: Sept. 5. [285, 589, 308, 599]
table-cell: 6.32 [66, 124, 79, 133]
soiree-continued [481, 18, 628, 1502]
table-cell: 1.0 p.m. [106, 67, 130, 76]
paragraph: Mr Luckie: I bow to your decision, Sir; but I think that intimation might well have been made when the previous speaker was addressing the House, inasmuch as charges were brought by him against members of the Provincial Council, not for which I should not have addressed the House at this time. Personally I care nothing for his statements, but I am bound to defend the Council and its action from unjust aspersion. I will merely say that I, as chairman of the Committee of the Provincial Council, have nothing to regret, for I did my duty without fear or favor or a shadow of enmity — for why should I have enmity against the hon member?—and it is unjust, and without foundation, to say that I or any member of the Council have such a feeling toward him or any man as would lead us to commit such a contemptible action. The evidence adduced before the Committee was supplemented before the Committee of this House by the addition of certain documents, about the value of which I say nothing, but some evidence that was adduced at Nelson was put in here by the hon member for the Buller himself, although he refused to produce it to the Council's Committee. I will only add, I wish to be understood that, in justice to the members of the Provincial Council, I desire that something should be said in defence of their action, and to note the fact that evidence was submitted to the Committee of this House that was not produced before them. I am sure no hon member can be more gratified than I am that at last a decision has been arrived at by the Committee of this House. [955, 378, 1104, 684]
wellington-date-3: 4.50 p.m. [280, 718, 308, 728]
passenger-heading: PASSENGER LIST. [46, 225, 113, 234]
table-cell: 6.21 [66, 133, 79, 142]
table-cell: 2.30 p.m. [106, 85, 133, 94]
shipping-heading: SHIPPING INTELLIGENCE [18, 21, 142, 31]
table-cell: 5.43 [109, 142, 122, 151]
table-cell: £ s d [455, 1190, 469, 1199]
rm-cases [164, 830, 311, 1157]
paragraph: This might not have been the poet's individual opinion, nor, as he need scarcely add, was it his own, but in all communities the Jolly Beggar element prevailed, often making serious mischief. In France, for instance, it had run riot and upset all forms of civil and religious government. In contrast to such incorrect opinions it might be shown that the present age was indebted to church history for a valuable record of the past, and it was a subject wherein men of the highest intellect had ever taken an abiding interest. Among other instances he cited Lord Bacon who, with all his frailties, held decided religious opinions, reverencing religious writings as the greatest, the Sabbath, of all literary work. Religion, he said, we were obliged to obey, and believe the sacred oracles whether we would or not. After reviewing at some length the influence of a certain class of literature, such as 'Paley's Theology,' and Combe's 'Constitution of Man,' in forming religious opinions; Mr Whyte said the chief duty of the Christian church in all places and under all circumstances was to keep the path bright and clear, to pave the way for the advancement of true religion, to live down sectarianism, and to be constantly vigilant in well doing. [480, 444, 629, 686]
news-paragraphs [164, 18, 311, 476]
paragraph: On the motion of Mr Gillies, it was ordered, That the report be printed, and that the names of the members of the Committee be affixed to it in order that attention might be drawn to the composition of the Committee. [955, 697, 1104, 744]
table-cell: 5.40 [109, 124, 122, 133]
masthead: THE WESTPORT TIMES, SEPTEMBER 6, 1872. [415, 2, 699, 16]
paragraph: The following obituary notice appears in the 'Examiner':—'In 1870, at Melbourne, on the 19th instant, Mrs Hoskins, wife of Mr W. Hoskins, late of the Theatre Royal, [6, 1455, 154, 1492]
